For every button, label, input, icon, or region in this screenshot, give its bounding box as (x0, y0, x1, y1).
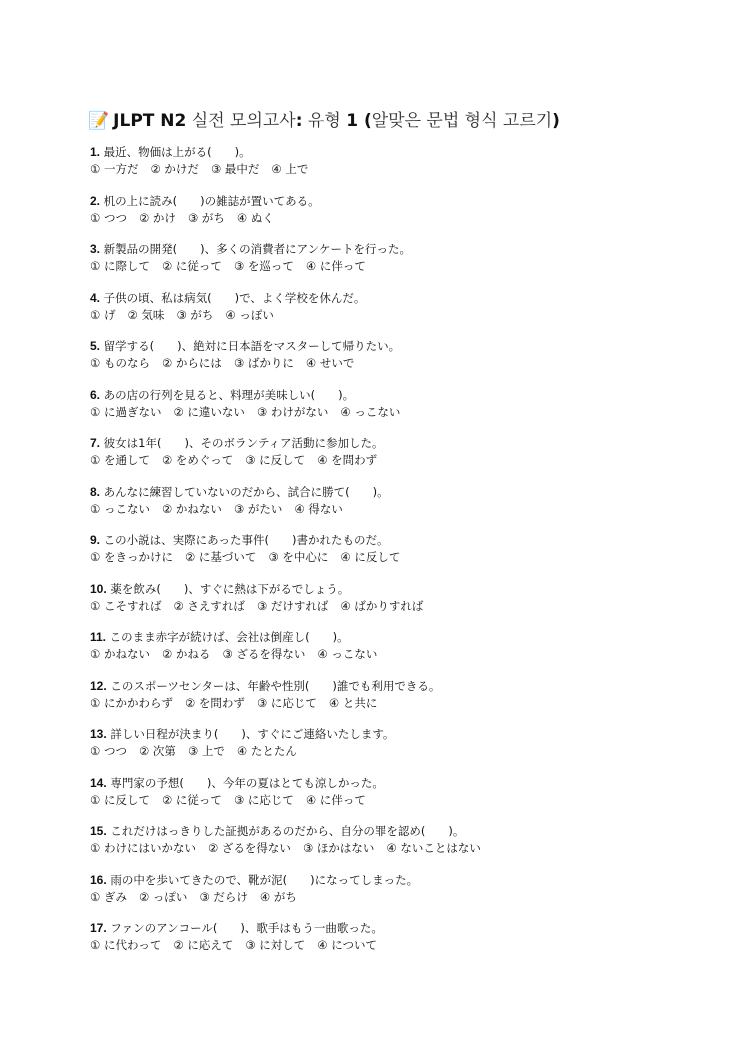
answer-option: ① こそすれば (90, 598, 162, 613)
answer-options (90, 210, 320, 227)
question-text: 6. あの店の行列を見ると、料理が美味しい( )。 (90, 387, 355, 402)
question-item (90, 678, 440, 712)
answer-option: ④ たとたん (236, 744, 297, 758)
answer-option: ④ に伴って (305, 792, 366, 807)
answer-option: ① わけにはいかない (90, 841, 196, 855)
question-text: 10. 薬を飲み( )、すぐに熱は下がるでしょう。 (90, 581, 350, 596)
answer-option: ③ ほかはない (302, 841, 375, 855)
question-number: 7. (90, 436, 101, 450)
question-item (90, 920, 389, 954)
question-number: 12. (90, 678, 107, 693)
answer-option: ① かねない (90, 647, 150, 661)
answer-options (90, 889, 418, 906)
answer-option: ② に基づいて (184, 550, 257, 564)
question-item (90, 387, 412, 421)
answer-option: ③ 上で (187, 744, 225, 758)
answer-option: ② 気味 (127, 307, 165, 322)
answer-option: ③ ざるを得ない (222, 647, 306, 661)
answer-option: ② かねる (161, 647, 211, 661)
answer-option: ③ がち (187, 210, 225, 225)
answer-option: ③ だけすれば (256, 598, 329, 613)
question-number: 1. (90, 145, 101, 159)
question-text: 8. あんなに練習していないのだから、試合に勝て( )。 (90, 484, 389, 499)
answer-option: ③ がたい (233, 501, 283, 516)
answer-option: ② ざるを得ない (207, 841, 291, 855)
question-text: 9. この小説は、実際にあった事件( )書かれたものだ。 (90, 533, 389, 547)
answer-option: ③ わけがない (256, 404, 329, 419)
answer-option: ④ に伴って (305, 259, 366, 273)
answer-option: ④ と共に (328, 695, 378, 710)
answer-option: ④ っこない (340, 404, 401, 419)
question-number: 14. (90, 775, 107, 790)
answer-option: ② に違いない (173, 404, 245, 419)
question-number: 2. (90, 193, 101, 208)
question-item (90, 872, 418, 906)
question-text: 1. 最近、物価は上がる( )。 (90, 145, 251, 159)
answer-option: ① ものなら (90, 356, 150, 370)
answer-option: ① に過ぎない (90, 404, 162, 419)
question-number: 8. (90, 484, 101, 499)
answer-options (90, 404, 412, 421)
answer-option: ④ っぽい (225, 307, 274, 322)
question-number: 6. (90, 387, 101, 402)
question-item (90, 629, 389, 663)
question-number: 4. (90, 290, 101, 305)
answer-option: ④ ばかりすれば (340, 598, 424, 613)
question-text: 3. 新製品の開発( )、多くの消費者にアンケートを行った。 (90, 242, 411, 256)
answer-options (90, 598, 435, 615)
memo-icon: 📝 (88, 111, 110, 131)
question-text: 15. これだけはっきりした証拠があるのだから、自分の罪を認め( )。 (90, 824, 465, 838)
answer-option: ④ ないことはない (386, 841, 481, 855)
question-number: 10. (90, 581, 107, 596)
answer-option: ① にかかわらず (90, 695, 173, 710)
question-number: 5. (90, 339, 101, 353)
answer-options (90, 501, 389, 518)
answer-options (90, 743, 394, 760)
answer-option: ④ に反して (340, 550, 401, 564)
answer-option: ② かねない (161, 501, 222, 516)
question-number: 17. (90, 921, 107, 935)
answer-option: ④ ぬく (236, 210, 274, 225)
answer-options (90, 161, 320, 178)
answer-option: ② さえすれば (173, 598, 245, 613)
answer-option: ④ を問わず (317, 453, 378, 467)
question-item (90, 144, 320, 178)
answer-option: ① ぎみ (90, 889, 127, 904)
page-title: 📝 JLPT N2 실전 모의고사: 유형 1 (알맞은 문법 형식 고르기) (88, 111, 560, 131)
answer-option: ④ せいで (305, 356, 355, 370)
question-item (90, 532, 412, 566)
answer-options (90, 258, 411, 275)
answer-option: ② に応えて (173, 938, 234, 952)
answer-option: ① に際して (90, 259, 150, 273)
answer-option: ③ ばかりに (233, 356, 294, 370)
answer-option: ② かけだ (150, 162, 199, 176)
answer-option: ② を問わず (184, 695, 245, 710)
answer-option: ④ がち (259, 889, 297, 904)
question-item (90, 241, 411, 275)
question-item (90, 775, 384, 809)
question-text: 17. ファンのアンコール( )、歌手はもう一曲歌った。 (90, 921, 383, 935)
answer-options (90, 646, 389, 663)
answer-option: ③ を中心に (268, 550, 329, 564)
question-item (90, 193, 320, 227)
question-item (90, 484, 389, 518)
answer-option: ② かけ (138, 210, 176, 225)
answer-options (90, 307, 365, 324)
answer-option: ② からには (161, 356, 222, 370)
answer-option: ④ について (317, 938, 378, 952)
answer-option: ③ を巡って (233, 259, 294, 273)
question-text: 4. 子供の頃、私は病気( )で、よく学校を休んだ。 (90, 290, 366, 305)
answer-options (90, 840, 493, 857)
answer-option: ① を通して (90, 453, 150, 467)
answer-option: ① をきっかけに (90, 550, 173, 564)
question-text: 11. このまま赤字が続けば、会社は倒産し( )。 (90, 630, 349, 644)
question-number: 13. (90, 727, 107, 741)
answer-option: ① 一方だ (90, 162, 139, 176)
answer-option: ① つつ (90, 210, 127, 225)
answer-option: ① っこない (90, 501, 150, 516)
question-number: 3. (90, 242, 101, 256)
answer-options (90, 355, 400, 372)
question-number: 9. (90, 533, 101, 547)
question-number: 16. (90, 872, 107, 887)
question-item (90, 581, 435, 615)
answer-option: ③ だらけ (199, 889, 248, 904)
answer-option: ① つつ (90, 744, 127, 758)
answer-option: ① に代わって (90, 938, 162, 952)
question-text: 13. 詳しい日程が決まり( )、すぐにご連絡いたします。 (90, 727, 395, 741)
answer-options (90, 792, 384, 809)
answer-option: ② をめぐって (161, 453, 234, 467)
question-text: 5. 留学する( )、絶対に日本語をマスターして帰りたい。 (90, 339, 401, 353)
question-text: 16. 雨の中を歩いてきたので、靴が泥( )になってしまった。 (90, 872, 419, 887)
answer-option: ② に従って (161, 259, 222, 273)
answer-option: ③ がち (176, 307, 214, 322)
question-item (90, 726, 394, 760)
answer-option: ① げ (90, 307, 116, 322)
answer-option: ③ 最中だ (210, 162, 260, 176)
question-text: 7. 彼女は1年( )、そのボランティア活動に参加した。 (90, 436, 384, 450)
question-text: 2. 机の上に読み( )の雑誌が置いてある。 (90, 193, 320, 208)
question-item (90, 823, 493, 857)
question-item (90, 338, 400, 372)
answer-option: ② っぽい (138, 889, 188, 904)
answer-option: ③ に対して (245, 938, 306, 952)
answer-option: ③ に応じて (256, 695, 317, 710)
answer-option: ② 次第 (138, 744, 176, 758)
answer-option: ③ に反して (245, 453, 306, 467)
answer-options (90, 937, 389, 954)
question-item (90, 290, 365, 324)
question-item (90, 435, 389, 469)
answer-option: ④ 上で (271, 162, 309, 176)
question-text: 12. このスポーツセンターは、年齢や性別( )誰でも利用できる。 (90, 678, 441, 693)
answer-options (90, 695, 440, 712)
answer-option: ④ っこない (317, 647, 378, 661)
question-text: 14. 専門家の予想( )、今年の夏はとても涼しかった。 (90, 775, 384, 790)
answer-options (90, 549, 412, 566)
answer-option: ② に従って (161, 792, 222, 807)
question-number: 11. (90, 630, 107, 644)
question-number: 15. (90, 824, 107, 838)
answer-option: ① に反して (90, 792, 150, 807)
answer-option: ④ 得ない (294, 501, 343, 516)
answer-option: ③ に応じて (233, 792, 294, 807)
answer-options (90, 452, 389, 469)
